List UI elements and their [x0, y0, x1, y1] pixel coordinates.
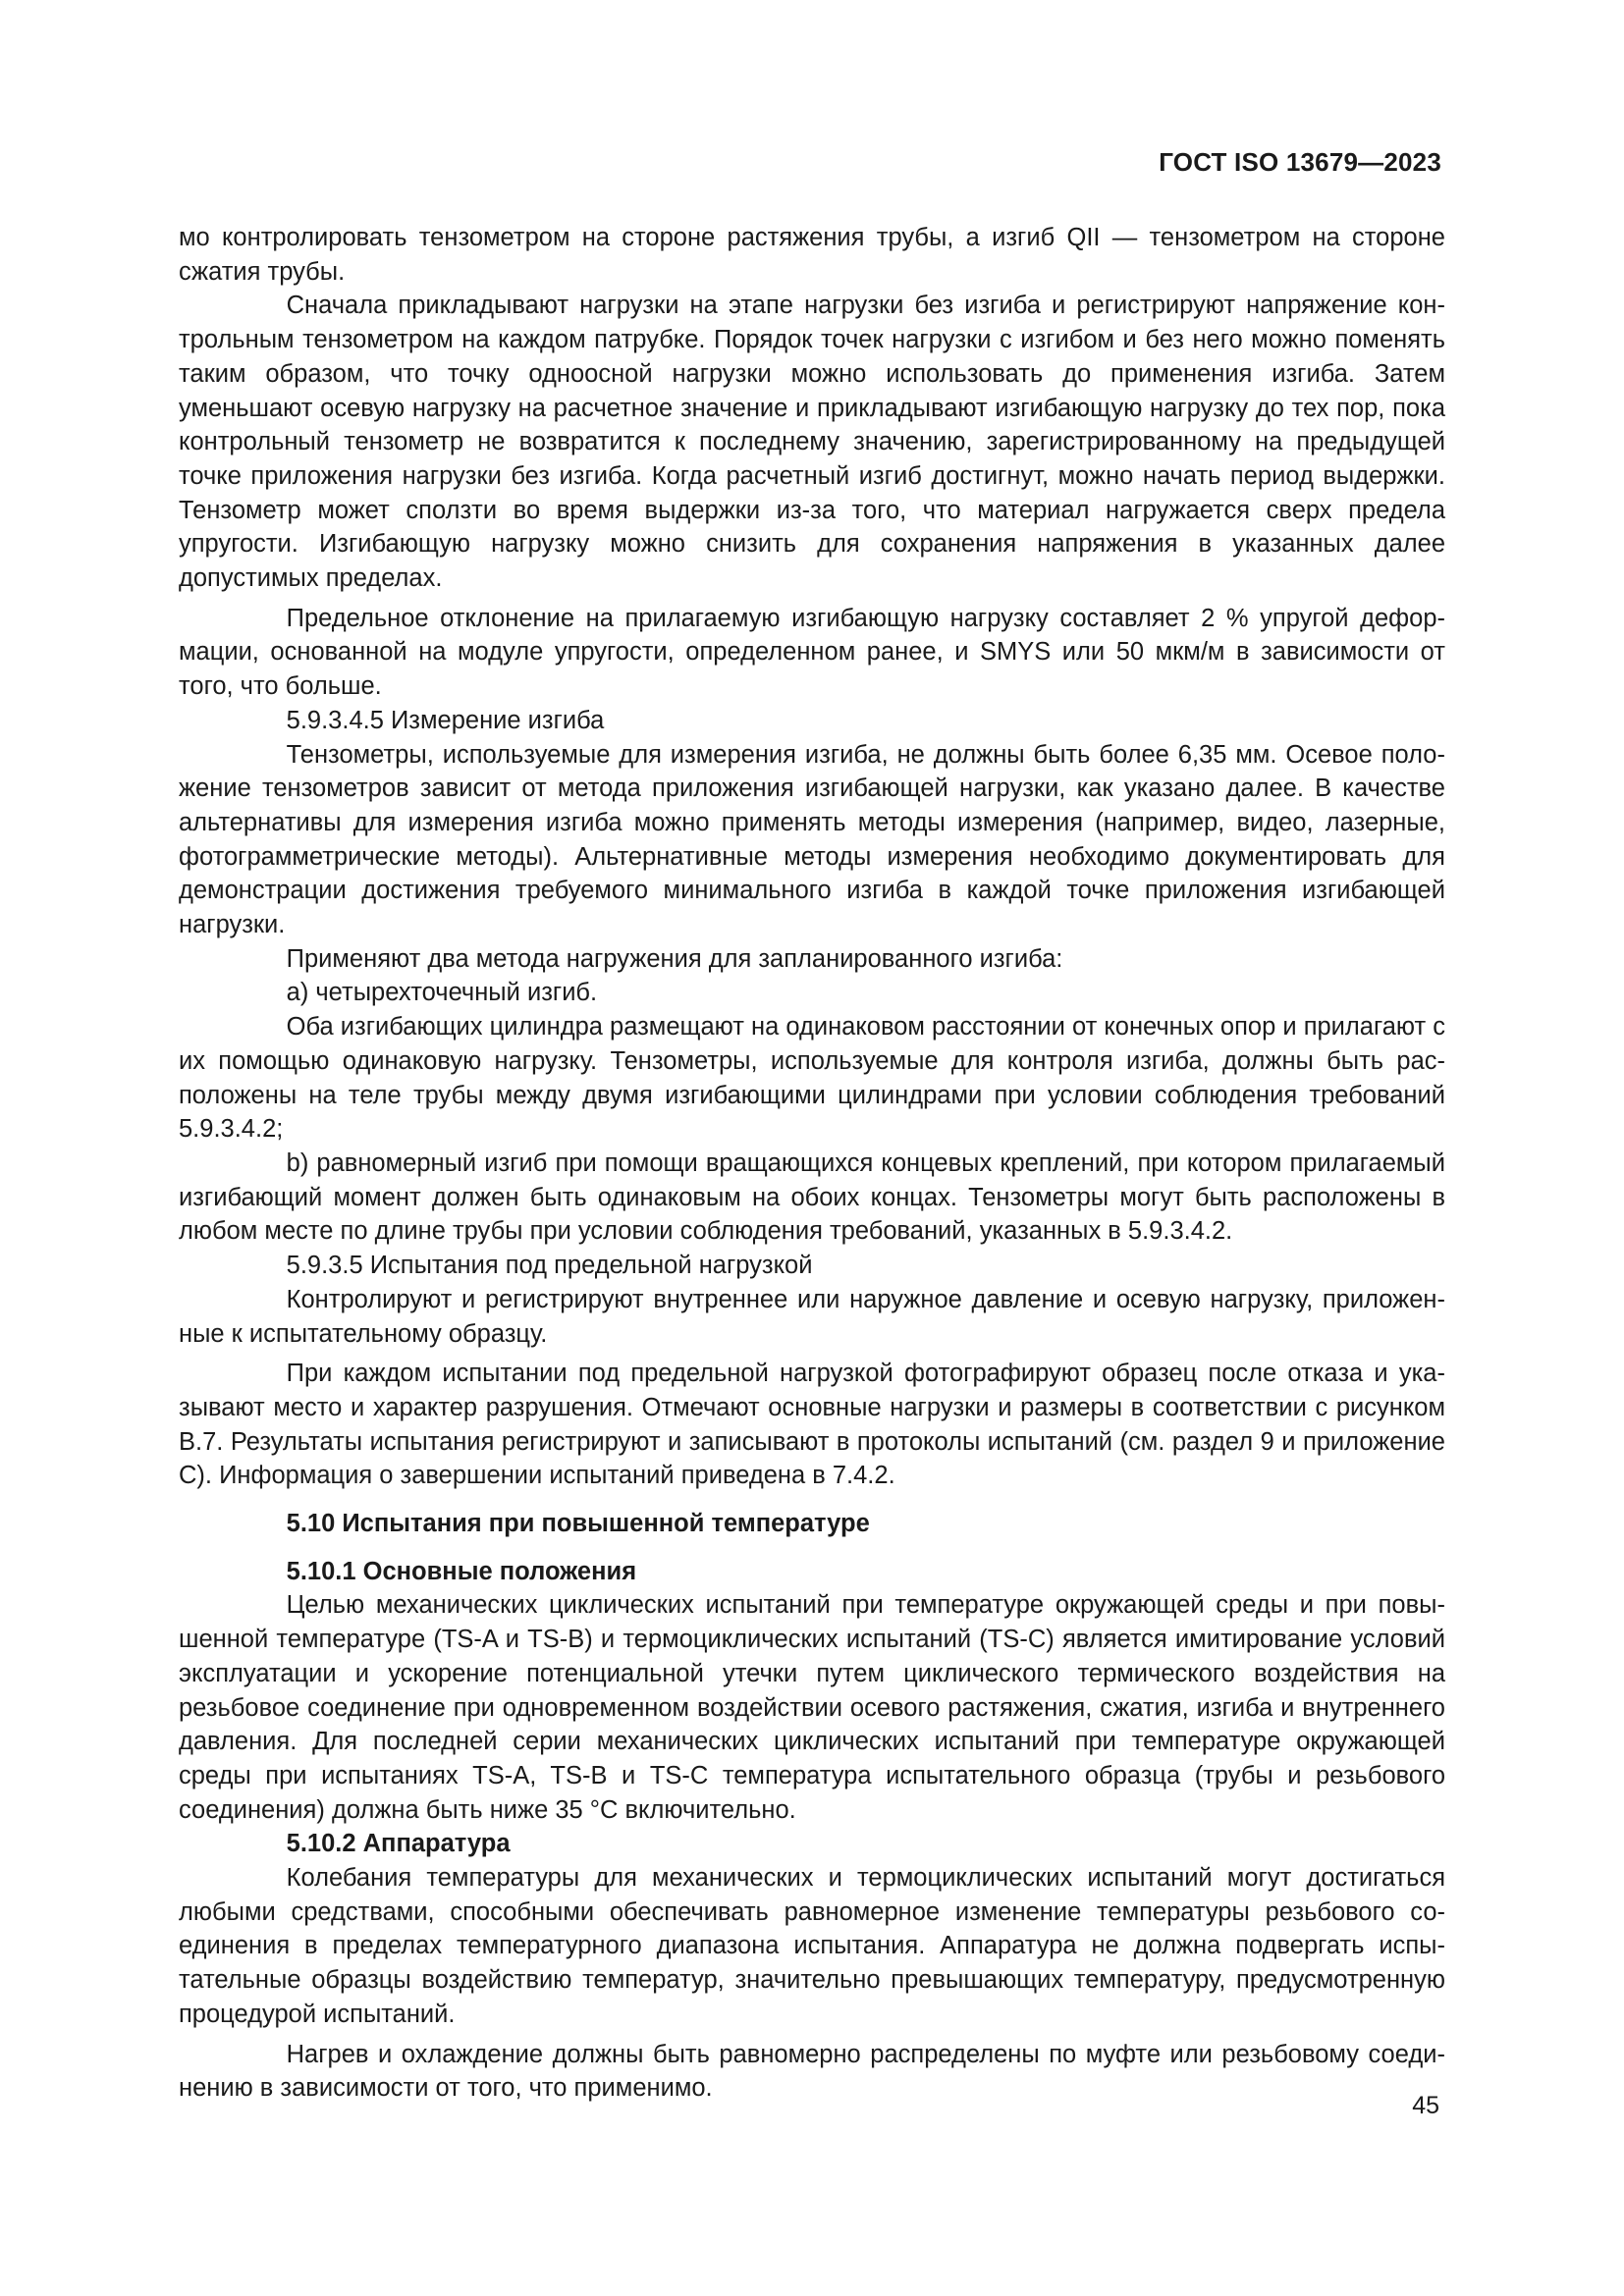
paragraph: 5.9.3.4.5 Измерение изгиба [286, 706, 605, 734]
paragraph: Тензометры, используемые для измерения изгиба, не должны быть более 6,35 мм. Осевое положение тензометров зависит от метода приложения изгибающей нагрузки, как указано далее. В качестве альтернативы для измерения изгиба можно применять методы измерения (например, видео, лазерные, фотограмметрические методы). Альтернативные методы измерения необходимо документировать для демонстрации достижения требуемого минимального изгиба в каждой точке приложения изгибающей нагрузки. [179, 740, 1445, 939]
paragraph: b) равномерный изгиб при помощи вращающихся концевых креплений, при котором прилагаемый изгибающий момент должен быть одинаковым на обоих концах. Тензометры могут быть расположены в любом месте по длине трубы при условии соблюдения требований, указанных в 5.9.3.4.2. [179, 1148, 1445, 1246]
section-heading: 5.10.2 Аппаратура [286, 1830, 511, 1858]
body-text [179, 221, 1445, 2106]
section-heading: 5.10.1 Основные положения [286, 1557, 637, 1585]
paragraph: Предельное отклонение на прилагаемую изгибающую нагрузку составляет 2 % упругой деформации, основанной на модуле упругости, определенном ранее, и SMYS или 50 мкм/м в зависимости от того, что больше. [179, 604, 1445, 701]
paragraph: Целью механических циклических испытаний при температуре окружающей среды и при повышенной температуре (TS-A и TS-B) и термоциклических испытаний (TS-C) является имитирование условий эксплуатации и ускорение потенциальной утечки путем циклического термического воздействия на резьбовое соединение при одновременном воздействии осевого растяжения, сжатия, изгиба и внутреннего давления. Для последней серии механических циклических испытаний при температуре окружающей среды при испытаниях TS-A, TS-B и TS-C температура испытательного образца (трубы и резьбового соединения) должна быть ниже 35 °С включительно. [179, 1591, 1445, 1824]
page-number: 45 [1412, 2092, 1439, 2119]
paragraph: Сначала прикладывают нагрузки на этапе нагрузки без изгиба и регистрируют напряжение контрольным тензометром на каждом патрубке. Порядок точек нагрузки с изгибом и без него можно поменять таким образом, что точку одноосной нагрузки можно использовать до применения изгиба. Затем уменьшают осевую нагрузку на расчетное значение и прикладывают изгибающую нагрузку до тех пор, пока контрольный тензометр не возвратится к последнему значению, зарегистрированному на предыдущей точке приложения нагрузки без изгиба. Когда расчетный изгиб достигнут, можно начать период выдержки. Тензометр может сползти во время выдержки из-за того, что материал нагружается сверх предела упругости. Изгибающую нагрузку можно снизить для сохранения напряжения в указанных далее допустимых пределах. [179, 292, 1445, 593]
paragraph: Применяют два метода нагружения для запланированного изгиба: [286, 944, 1063, 973]
paragraph: Контролируют и регистрируют внутреннее или наружное давление и осевую нагрузку, приложенные к испытательному образцу. [179, 1285, 1445, 1348]
paragraph: мо контролировать тензометром на стороне растяжения трубы, а изгиб QII — тензометром на стороне сжатия трубы. [179, 224, 1445, 286]
paragraph: Нагрев и охлаждение должны быть равномерно распределены по муфте или резьбовому соединению в зависимости от того, что применимо. [179, 2040, 1445, 2103]
paragraph: 5.9.3.5 Испытания под предельной нагрузкой [286, 1252, 813, 1280]
paragraph: При каждом испытании под предельной нагрузкой фотографируют образец после отказа и указывают место и характер разрушения. Отмечают основные нагрузки и размеры в соответствии с рисунком В.7. Результаты испытания регистрируют и записывают в протоколы испытаний (см. раздел 9 и приложение С). Информация о завершении испытаний приведена в 7.4.2. [179, 1360, 1445, 1490]
paragraph: Колебания температуры для механических и термоциклических испытаний могут достигаться любыми средствами, способными обеспечивать равномерное изменение температуры резьбового соединения в пределах температурного диапазона испытания. Аппаратура не должна подвергать испытательные образцы воздействию температур, значительно превышающих температуру, предусмотренную процедурой испытаний. [179, 1864, 1445, 2028]
section-heading: 5.10 Испытания при повышенной температуре [286, 1510, 870, 1538]
paragraph: a) четырехточечный изгиб. [286, 979, 598, 1007]
paragraph: Оба изгибающих цилиндра размещают на одинаковом расстоянии от конечных опор и прилагают с их помощью одинаковую нагрузку. Тензометры, используемые для контроля изгиба, должны быть расположены на теле трубы между двумя изгибающими цилиндрами при условии соблюдения требований 5.9.3.4.2; [179, 1013, 1445, 1144]
standard-header: ГОСТ ISO 13679—2023 [1159, 147, 1441, 177]
